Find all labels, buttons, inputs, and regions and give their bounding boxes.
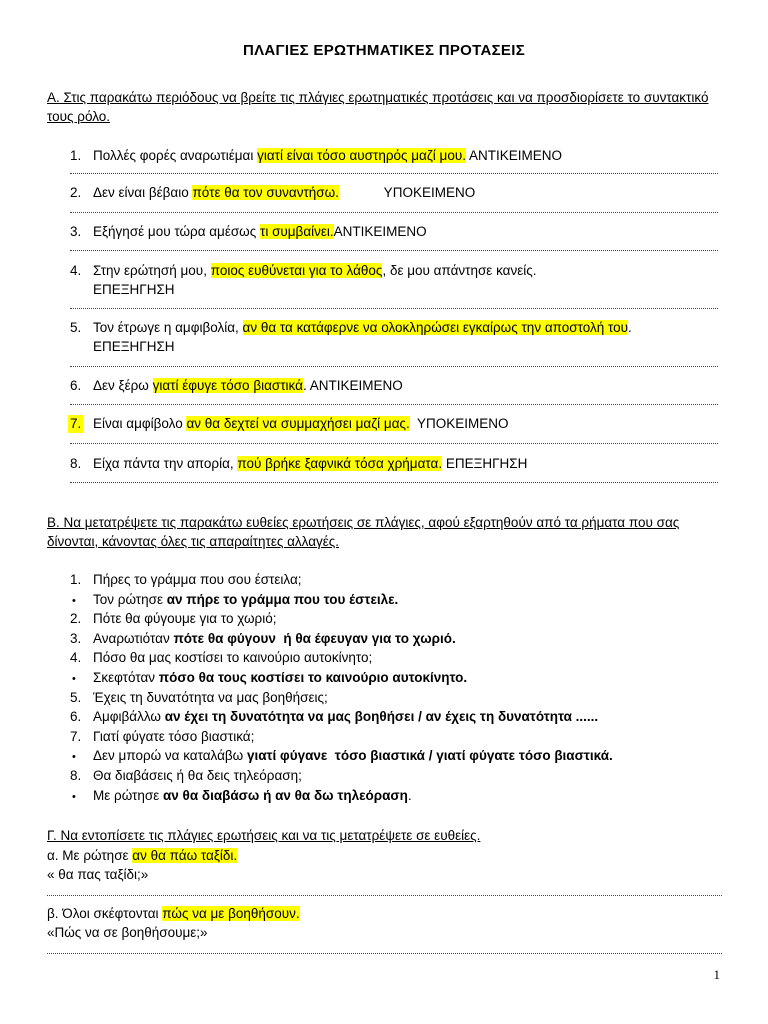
item-a2 — [93, 184, 475, 202]
bullet-marker: • — [72, 673, 76, 685]
item-a1-highlight: γιατί είναι τόσο αυστηρός μαζί μου. — [257, 148, 466, 163]
line-tail: . — [407, 788, 412, 803]
item-a6-number: 6. — [70, 378, 82, 393]
item-a4-highlight: ποιος ευθύνεται για το λάθος — [210, 263, 383, 278]
section-b-line — [93, 708, 598, 726]
item-c-b — [47, 905, 300, 923]
line-text: Γιατί φύγατε τόσο βιαστικά; — [93, 729, 255, 744]
bullet-marker: • — [72, 791, 76, 803]
item-c-a-answer: « θα πας ταξίδι;» — [47, 867, 149, 882]
item-a6 — [93, 377, 403, 395]
item-a1-number: 1. — [70, 148, 82, 163]
item-a1-text: Πολλές φορές αναρωτιέμαι — [93, 148, 258, 163]
section-a-heading: Α. Στις παρακάτω περιόδους να βρείτε τις πλάγιες ερωτηματικές προτάσεις και να προσδιορίσετε το συντακτικό τους ρόλο. — [47, 90, 709, 124]
answer-line — [70, 480, 718, 483]
line-text: Αναρωτιόταν — [93, 631, 174, 646]
item-a3-text: Εξήγησέ μου τώρα αμέσως — [93, 224, 260, 239]
item-a7-number: 7. — [70, 416, 82, 431]
item-a2-answer: ΥΠΟΚΕΙΜΕΝΟ — [338, 185, 476, 200]
line-text: Με ρώτησε — [93, 788, 163, 803]
line-answer: πότε θα φύγουν ή θα έφευγαν για το χωριό. — [173, 631, 456, 646]
answer-line — [47, 951, 722, 954]
section-b-line — [93, 610, 276, 628]
section-c-heading: Γ. Να εντοπίσετε τις πλάγιες ερωτήσεις και να τις μετατρέψετε σε ευθείες. — [47, 828, 481, 843]
item-a7-answer: ΥΠΟΚΕΙΜΕΝΟ — [409, 416, 509, 431]
item-a6-answer: . ΑΝΤΙΚΕΙΜΕΝΟ — [302, 378, 403, 393]
line-answer: αν θα διαβάσω ή αν θα δω τηλεόραση — [163, 788, 408, 803]
item-c-b-text: β. Όλοι σκέφτονται — [47, 906, 163, 921]
item-a4-answer: ΕΠΕΞΗΓΗΣΗ — [93, 282, 175, 297]
answer-line — [70, 402, 718, 405]
item-a7-highlight: αν θα δεχτεί να συμμαχήσει μαζί μας. — [186, 416, 410, 431]
item-a3-highlight: τι συμβαίνει. — [259, 224, 334, 239]
item-a4-text-end: , δε μου απάντησε κανείς. — [382, 263, 537, 278]
section-b-line — [93, 649, 372, 667]
line-answer: πόσο θα τους κοστίσει το καινούριο αυτοκίνητο. — [158, 670, 468, 685]
item-a5-number: 5. — [70, 320, 82, 335]
list-number: 7. — [70, 729, 82, 744]
line-text: Τον ρώτησε — [93, 592, 167, 607]
line-text: Θα διαβάσεις ή θα δεις τηλεόραση; — [93, 768, 302, 783]
item-a5-highlight: αν θα τα κατάφερνε να ολοκληρώσει εγκαίρως την αποστολή του — [242, 320, 629, 335]
item-c-a — [47, 847, 237, 865]
bullet-marker: • — [72, 751, 76, 763]
answer-line — [70, 171, 718, 174]
line-answer: αν έχει τη δυνατότητα να μας βοηθήσει / αν έχεις τη δυνατότητα ...... — [164, 709, 599, 724]
item-a2-highlight: πότε θα τον συναντήσω. — [192, 185, 339, 200]
section-b-line — [93, 669, 467, 687]
list-number: 8. — [70, 768, 82, 783]
answer-line — [70, 306, 718, 309]
line-text: Πότε θα φύγουμε για το χωριό; — [93, 611, 277, 626]
line-answer: γιατί φύγανε τόσο βιαστικά / γιατί φύγατε τόσο βιαστικά. — [246, 748, 613, 763]
item-a8-text: Είχα πάντα την απορία, — [93, 456, 238, 471]
bullet-marker: • — [72, 595, 76, 607]
item-a3 — [93, 223, 427, 241]
item-a6-highlight: γιατί έφυγε τόσο βιαστικά — [152, 378, 303, 393]
list-number: 1. — [70, 572, 82, 587]
item-c-b-answer: «Πώς να σε βοηθήσουμε;» — [47, 925, 208, 940]
section-b-line — [93, 767, 302, 785]
answer-line — [70, 210, 718, 213]
item-a3-answer: ΑΝΤΙΚΕΙΜΕΝΟ — [333, 224, 427, 239]
line-text: Σκεφτόταν — [93, 670, 159, 685]
section-b-line — [93, 571, 302, 589]
section-b-line — [93, 747, 613, 765]
item-a4-text: Στην ερώτησή μου, — [93, 263, 211, 278]
item-a8 — [93, 455, 527, 473]
item-a4 — [93, 262, 536, 280]
section-b-line — [93, 728, 254, 746]
page-title: ΠΛΑΓΙΕΣ ΕΡΩΤΗΜΑΤΙΚΕΣ ΠΡΟΤΑΣΕΙΣ — [242, 42, 526, 59]
item-a7-text: Είναι αμφίβολο — [93, 416, 187, 431]
item-a5-text-end: . — [628, 320, 632, 335]
item-a5 — [93, 319, 632, 337]
item-c-b-highlight: πώς να με βοηθήσουν. — [162, 906, 300, 921]
item-a8-answer: ΕΠΕΞΗΓΗΣΗ — [442, 456, 528, 471]
answer-line — [70, 364, 718, 367]
item-a7 — [93, 415, 509, 433]
section-b-line — [93, 689, 328, 707]
item-a3-number: 3. — [70, 224, 82, 239]
item-a2-text: Δεν είναι βέβαιο — [93, 185, 193, 200]
line-text: Δεν μπορώ να καταλάβω — [93, 748, 247, 763]
page-number: 1 — [713, 967, 720, 982]
line-text: Έχεις τη δυνατότητα να μας βοηθήσεις; — [93, 690, 328, 705]
item-a5-answer: ΕΠΕΞΗΓΗΣΗ — [93, 339, 175, 354]
line-text: Πόσο θα μας κοστίσει το καινούριο αυτοκίνητο; — [93, 650, 373, 665]
item-a6-text: Δεν ξέρω — [93, 378, 153, 393]
section-b-heading: Β. Να μετατρέψετε τις παρακάτω ευθείες ερωτήσεις σε πλάγιες, αφού εξαρτηθούν από τα ρήματα που σας δίνονται, κάνοντας όλες τις απαραίτητες αλλαγές. — [47, 515, 680, 549]
item-a5-text: Τον έτρωγε η αμφιβολία, — [93, 320, 243, 335]
line-text: Αμφιβάλλω — [93, 709, 165, 724]
item-a2-number: 2. — [70, 185, 82, 200]
list-number: 6. — [70, 709, 82, 724]
list-number: 4. — [70, 650, 82, 665]
item-a8-number: 8. — [70, 456, 82, 471]
item-a8-highlight: πού βρήκε ξαφνικά τόσα χρήματα. — [237, 456, 443, 471]
answer-line — [47, 893, 722, 896]
list-number: 3. — [70, 631, 82, 646]
answer-line — [70, 248, 718, 251]
line-text: Πήρες το γράμμα που σου έστειλα; — [93, 572, 302, 587]
item-a1 — [93, 147, 562, 165]
section-b-line — [93, 630, 456, 648]
item-a4-number: 4. — [70, 263, 82, 278]
section-b-line — [93, 787, 412, 805]
line-answer: αν πήρε το γράμμα που του έστειλε. — [166, 592, 399, 607]
list-number: 5. — [70, 690, 82, 705]
list-number: 2. — [70, 611, 82, 626]
item-a1-answer: ΑΝΤΙΚΕΙΜΕΝΟ — [465, 148, 563, 163]
item-c-a-text: α. Με ρώτησε — [47, 848, 133, 863]
section-b-line — [93, 591, 398, 609]
item-c-a-highlight: αν θα πάω ταξίδι. — [132, 848, 238, 863]
answer-line — [70, 441, 718, 444]
